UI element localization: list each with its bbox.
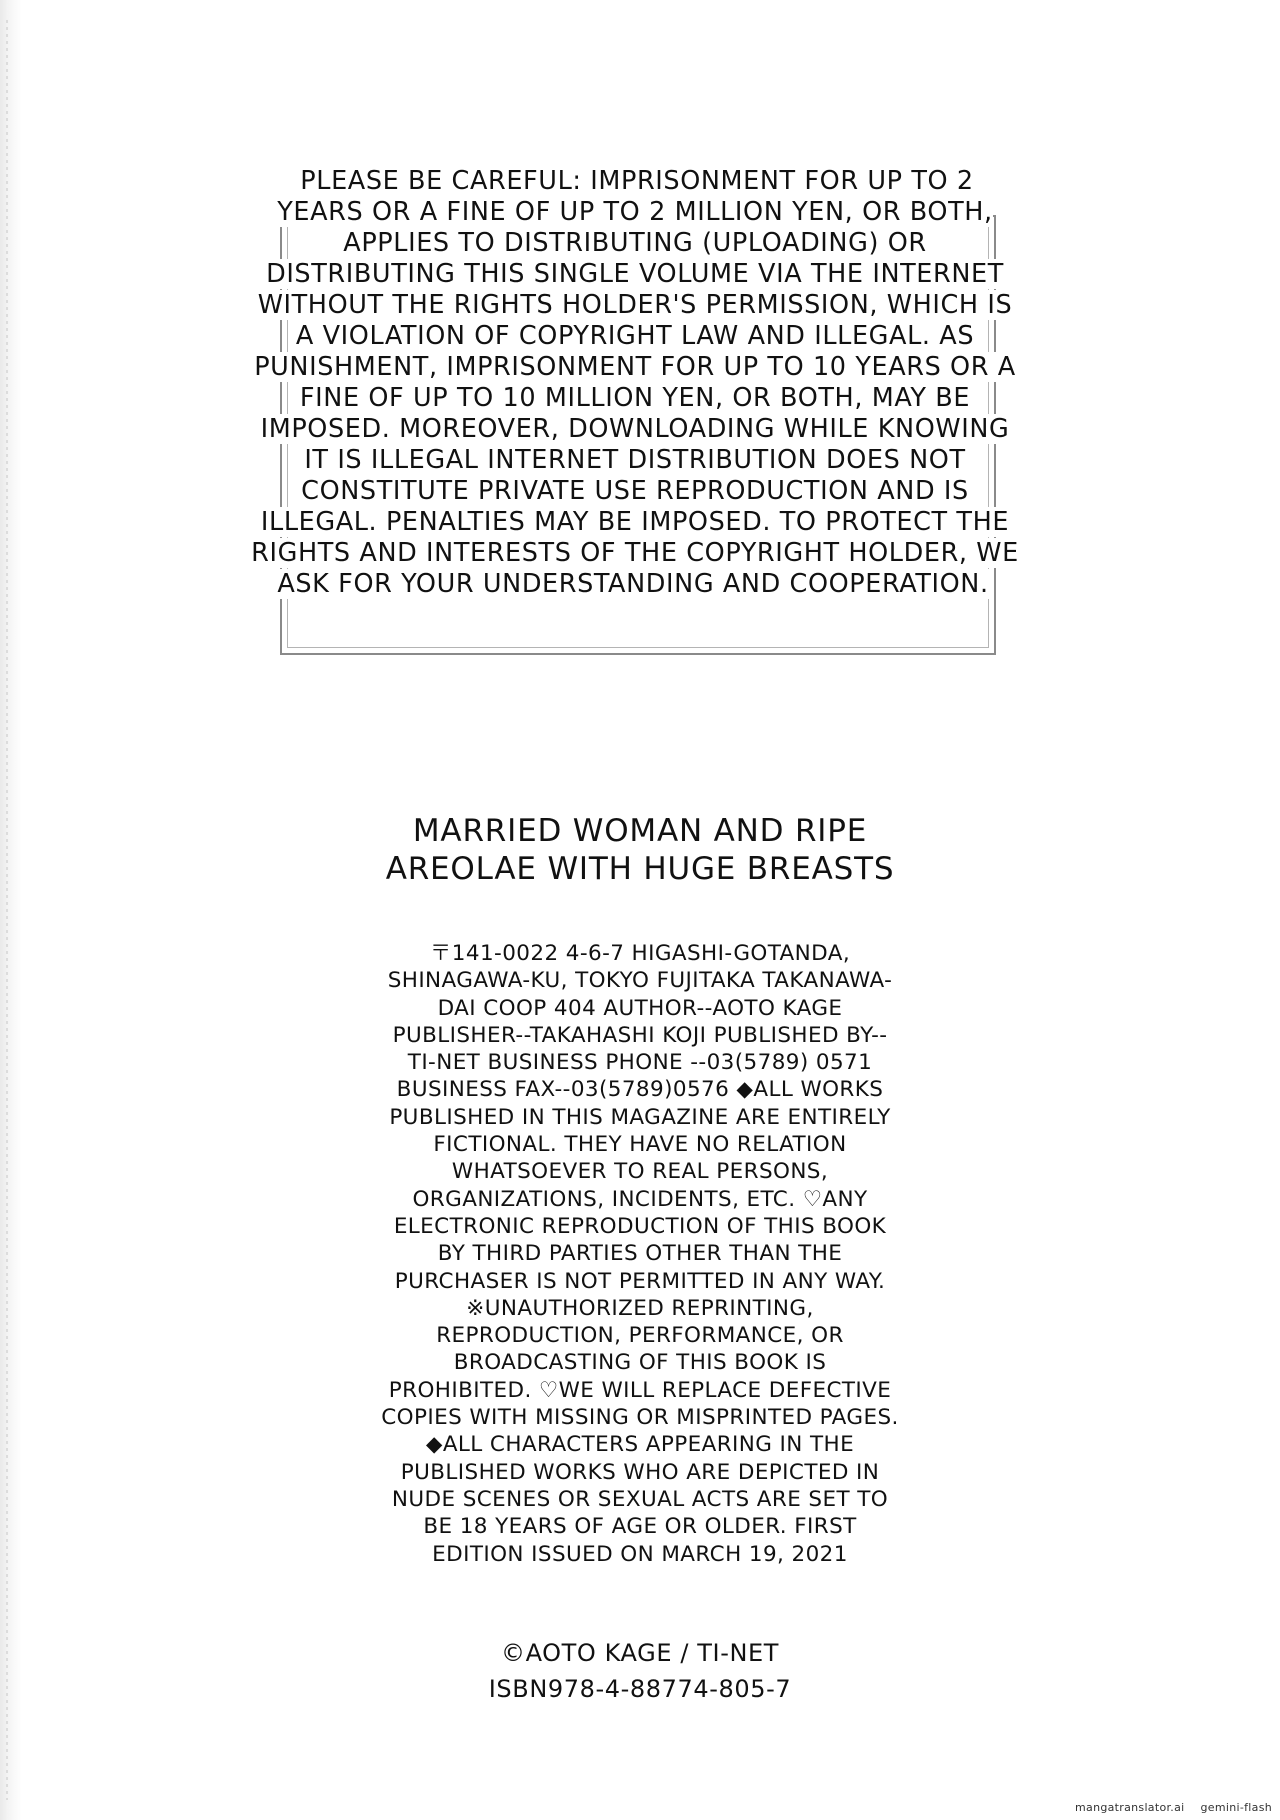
- isbn-number: ISBN978-4-88774-805-7: [488, 1675, 792, 1703]
- book-title: MARRIED WOMAN AND RIPE AREOLAE WITH HUGE BREASTS: [385, 813, 895, 887]
- copyright-warning-content: PLEASE BE CAREFUL: IMPRISONMENT FOR UP TO 2 YEARS OR A FINE OF UP TO 2 MILLION YEN, OR BOTH, APPLIES TO DISTRIBUTING (UPLOADING) OR DISTRIBUTING THIS SINGLE VOLUME VIA THE INTERNET WITHOUT THE RIGHTS HOLDER'S PERMISSION, WHICH IS A VIOLATION OF COPYRIGHT LAW AND ILLEGAL. AS PUNISHMENT, IMPRISONMENT FOR UP TO 10 YEARS OR A FINE OF UP TO 10 MILLION YEN, OR BOTH, MAY BE IMPOSED. MOREOVER, DOWNLOADING WHILE KNOWING IT IS ILLEGAL INTERNET DISTRIBUTION DOES NOT CONSTITUTE PRIVATE USE REPRODUCTION AND IS ILLEGAL. PENALTIES MAY BE IMPOSED. TO PROTECT THE RIGHTS AND INTERESTS OF THE COPYRIGHT HOLDER, WE ASK FOR YOUR UNDERSTANDING AND COOPERATION.: [251, 166, 1019, 599]
- translator-model: gemini-flash: [1200, 1801, 1272, 1814]
- copyright-notice: ©AOTO KAGE / TI-NET: [500, 1639, 780, 1667]
- translator-credit: [1075, 1801, 1272, 1814]
- colophon-text: 〒141-0022 4-6-7 HIGASHI-GOTANDA, SHINAGAWA-KU, TOKYO FUJITAKA TAKANAWA-DAI COOP 404 AUTHOR--AOTO KAGE PUBLISHER--TAKAHASHI KOJI PUBLISHED BY--TI-NET BUSINESS PHONE --03(5789) 0571 BUSINESS FAX--03(5789)0576 ◆ALL WORKS PUBLISHED IN THIS MAGAZINE ARE ENTIRELY FICTIONAL. THEY HAVE NO RELATION WHATSOEVER TO REAL PERSONS, ORGANIZATIONS, INCIDENTS, ETC. ♡ANY ELECTRONIC REPRODUCTION OF THIS BOOK BY THIRD PARTIES OTHER THAN THE PURCHASER IS NOT PERMITTED IN ANY WAY. ※UNAUTHORIZED REPRINTING, REPRODUCTION, PERFORMANCE, OR BROADCASTING OF THIS BOOK IS PROHIBITED. ♡WE WILL REPLACE DEFECTIVE COPIES WITH MISSING OR MISPRINTED PAGES. ◆ALL CHARACTERS APPEARING IN THE PUBLISHED WORKS WHO ARE DEPICTED IN NUDE SCENES OR SEXUAL ACTS ARE SET TO BE 18 YEARS OF AGE OR OLDER. FIRST EDITION ISSUED ON MARCH 19, 2021: [381, 941, 899, 1567]
- copyright-warning-text: [250, 166, 1020, 600]
- translator-site: mangatranslator.ai: [1075, 1801, 1185, 1814]
- page-spine-edge: [0, 0, 22, 1820]
